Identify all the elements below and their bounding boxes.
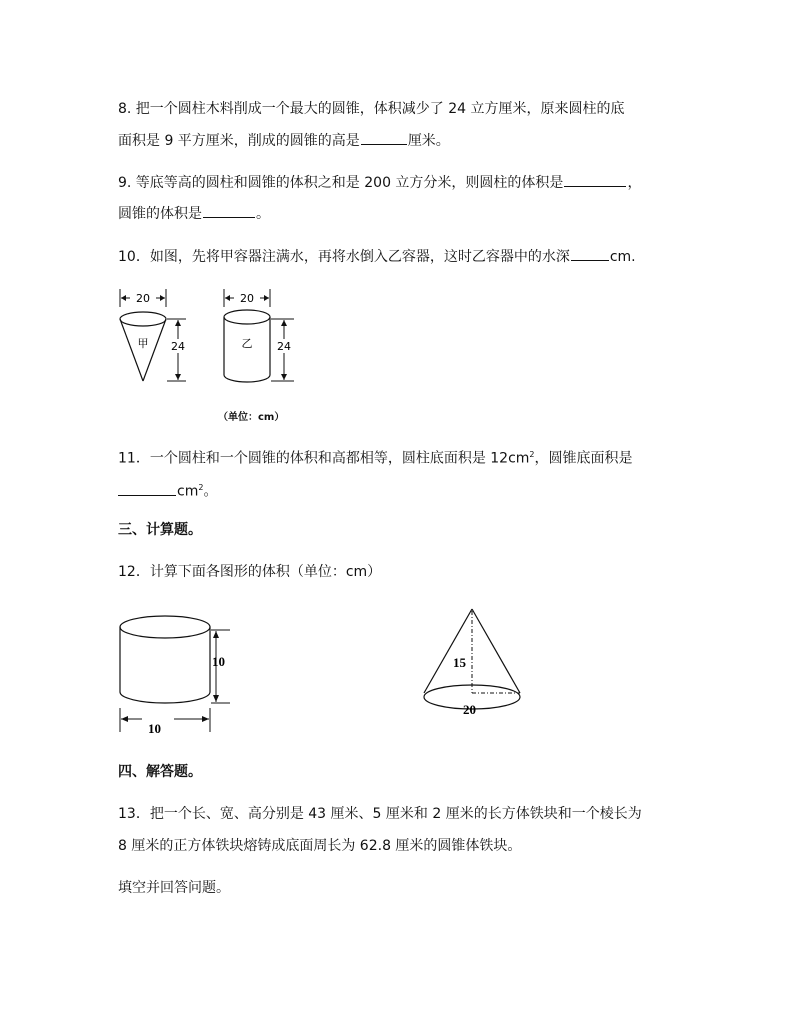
q11-line1	[118, 445, 633, 469]
q10-text-a: 10．如图，先将甲容器注满水，再将水倒入乙容器，这时乙容器中的水深	[118, 249, 570, 265]
cone-width-label: 20	[136, 292, 150, 305]
q8-line2	[118, 130, 450, 151]
q13-line1: 13．把一个长、宽、高分别是 43 厘米、5 厘米和 2 厘米的长方体铁块和一个棱长为	[118, 806, 642, 822]
q11-sup-b: 2	[198, 483, 204, 492]
q10-text-b: cm.	[609, 249, 636, 265]
cone-diameter-label: 20	[463, 702, 476, 717]
q12-text: 12．计算下面各图形的体积（单位：cm）	[118, 564, 382, 580]
q11-unit: cm	[177, 483, 199, 500]
cylinder-container-yi	[224, 289, 294, 382]
q11-end: 。	[203, 483, 218, 500]
q12-cone-figure	[418, 603, 528, 718]
q10-unit-label: （单位：cm）	[218, 412, 285, 423]
q9-text-b: ，	[627, 175, 642, 191]
cylinder-width-label: 10	[148, 721, 161, 736]
q8-text-b: 厘米。	[407, 133, 450, 149]
q9-text-a: 9. 等底等高的圆柱和圆锥的体积之和是 200 立方分米，则圆柱的体积是	[118, 175, 564, 191]
section-4-heading: 四、解答题。	[118, 764, 202, 780]
fill-prompt: 填空并回答问题。	[118, 880, 230, 896]
q12-cylinder-figure	[112, 605, 242, 740]
q11-text-b: ，圆锥底面积是	[534, 450, 633, 467]
q8-text-a: 面积是 9 平方厘米，削成的圆锥的高是	[118, 133, 360, 149]
q11-answer-blank[interactable]	[118, 481, 176, 496]
q11-line2	[118, 478, 217, 502]
q9-line2	[118, 203, 270, 224]
cone-label: 甲	[137, 337, 149, 350]
cyl-height-label: 24	[277, 340, 291, 353]
q8-answer-blank[interactable]	[361, 130, 407, 145]
q9-cone-blank[interactable]	[203, 203, 255, 218]
cyl-width-label: 20	[240, 292, 254, 305]
cone-height-label: 15	[453, 655, 466, 670]
q11-sup-a: 2	[529, 450, 535, 459]
q11-text-a: 11．一个圆柱和一个圆锥的体积和高都相等，圆柱底面积是 12cm	[118, 450, 530, 467]
q8-line1: 8. 把一个圆柱木料削成一个最大的圆锥，体积减少了 24 立方厘米，原来圆柱的底	[118, 101, 625, 117]
cone-height-label: 24	[171, 340, 185, 353]
q10-text	[118, 246, 636, 267]
cylinder-height-label: 10	[212, 654, 225, 669]
q10-figure	[112, 285, 312, 405]
q9-line1	[118, 172, 641, 193]
q9-text-d: 。	[256, 206, 270, 222]
cylinder-label: 乙	[241, 337, 253, 350]
cone-container-jia	[120, 289, 186, 381]
q9-text-c: 圆锥的体积是	[118, 206, 202, 222]
section-3-heading: 三、计算题。	[118, 522, 202, 538]
q10-answer-blank[interactable]	[571, 246, 609, 261]
q13-line2: 8 厘米的正方体铁块熔铸成底面周长为 62.8 厘米的圆锥体铁块。	[118, 838, 522, 854]
q9-cylinder-blank[interactable]	[564, 172, 626, 187]
